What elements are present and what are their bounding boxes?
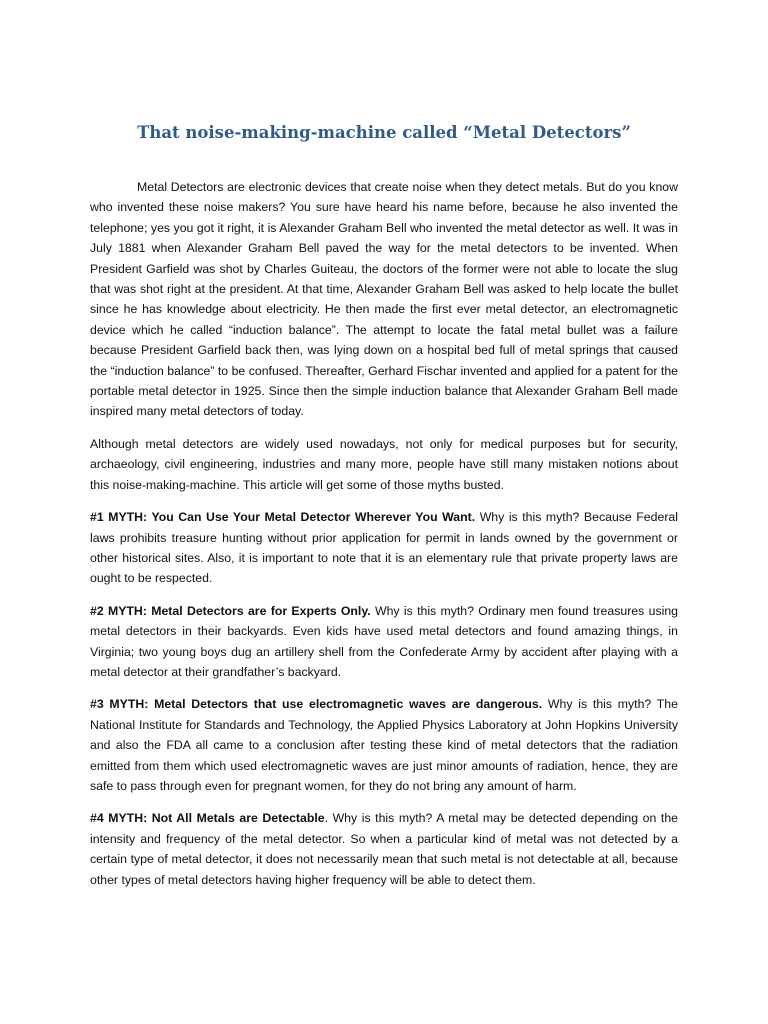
myth-heading-1: #1 MYTH: You Can Use Your Metal Detector Wherever You Want. <box>90 510 476 525</box>
myth-heading-2: #2 MYTH: Metal Detectors are for Experts Only. <box>90 603 371 618</box>
myth-text-3: Why is this myth? The National Institute for Standards and Technology, the Applied Physics Laboratory at John Hopkins University and also the FDA all came to a conclusion after testing these kind of metal detectors that the radiation emitted from them which used electromagnetic waves are just minor amounts of radiation, hence, they are safe to pass through even for pregnant women, for they do not bring any amount of harm. <box>90 697 678 793</box>
page-title: That noise-making-machine called “Metal Detectors” <box>137 123 631 142</box>
myth-paragraph-1 <box>90 507 678 589</box>
myth-heading-4: #4 MYTH: Not All Metals are Detectable <box>90 811 325 826</box>
document-body <box>90 177 678 902</box>
myth-text-1: Why is this myth? Because Federal laws prohibits treasure hunting without prior application for permit in lands owned by the government or other historical sites. Also, it is important to note that it is an elementary rule that private property laws are ought to be respected. <box>90 510 678 586</box>
overview-paragraph: Although metal detectors are widely used nowadays, not only for medical purposes but for security, archaeology, civil engineering, industries and many more, people have still many mistaken notions about this noise-making-machine. This article will get some of those myths busted. <box>90 436 678 492</box>
myth-paragraph-4 <box>90 808 678 890</box>
myth-paragraph-2 <box>90 601 678 683</box>
myth-text-2: Why is this myth? Ordinary men found treasures using metal detectors in their backyards. Even kids have used metal detectors and found amazing things, in Virginia; two young boys dug an artillery shell from the Confederate Army by accident after playing with a metal detector at their grandfather’s backyard. <box>90 603 678 679</box>
myth-heading-3: #3 MYTH: Metal Detectors that use electromagnetic waves are dangerous. <box>90 697 543 712</box>
myth-paragraph-3 <box>90 694 678 796</box>
myth-text-4: . Why is this myth? A metal may be detected depending on the intensity and frequency of the metal detector. So when a particular kind of metal was not detected by a certain type of metal detector, it does not necessarily mean that such metal is not detectable at all, because other types of metal detectors having higher frequency will be able to detect them. <box>90 811 678 887</box>
intro-paragraph: Metal Detectors are electronic devices that create noise when they detect metals. But do you know who invented these noise makers? You sure have heard his name before, because he also invented the telephone; yes you got it right, it is Alexander Graham Bell who invented the metal detector as well. It was in July 1881 when Alexander Graham Bell paved the way for the metal detectors to be invented. When President Garfield was shot by Charles Guiteau, the doctors of the former were not able to locate the slug that was shot right at the president. At that time, Alexander Graham Bell was asked to help locate the bullet since he has knowledge about electricity. He then made the first ever metal detector, an electromagnetic device which he called “induction balance”. The attempt to locate the fatal metal bullet was a failure because President Garfield back then, was lying down on a hospital bed full of metal springs that caused the “induction balance” to be confused. Thereafter, Gerhard Fischar invented and applied for a patent for the portable metal detector in 1925. Since then the simple induction balance that Alexander Graham Bell made inspired many metal detectors of today. <box>90 180 678 419</box>
